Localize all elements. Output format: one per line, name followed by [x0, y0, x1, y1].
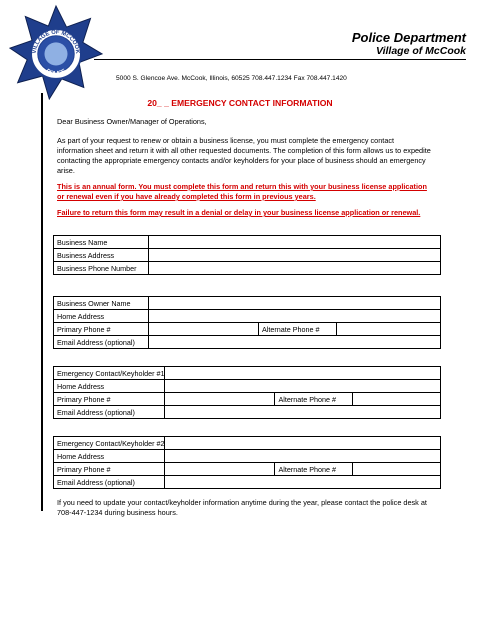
business-phone-label: Business Phone Number [54, 262, 149, 275]
contact1-table [53, 366, 441, 419]
table-row [54, 367, 441, 380]
owner-table [53, 296, 441, 349]
badge-bottom-text: POLICE [44, 68, 68, 78]
contact1-email-field[interactable] [165, 406, 441, 419]
business-table [53, 235, 441, 275]
greeting: Dear Business Owner/Manager of Operations, [57, 117, 207, 126]
owner-primary-field[interactable] [149, 323, 259, 336]
table-row [54, 297, 441, 310]
owner-primary-label: Primary Phone # [54, 323, 149, 336]
contact2-email-label: Email Address (optional) [54, 476, 165, 489]
badge-top-text: VILLAGE OF MCCOOK [31, 29, 81, 54]
business-name-field[interactable] [149, 236, 441, 249]
margin-rule [41, 93, 43, 511]
contact2-name-label: Emergency Contact/Keyholder #2 [54, 437, 165, 450]
table-row [54, 380, 441, 393]
contact1-alternate-field[interactable] [353, 393, 441, 406]
table-row [54, 450, 441, 463]
footer-paragraph: If you need to update your contact/keyholder information anytime during the year, please contact the police desk at 708-447-1234 during business hours. [57, 498, 427, 517]
table-row [54, 310, 441, 323]
police-badge-logo [8, 4, 104, 100]
village-name: Village of McCook [375, 45, 466, 57]
business-address-label: Business Address [54, 249, 149, 262]
contact2-email-field[interactable] [165, 476, 441, 489]
contact2-name-field[interactable] [165, 437, 441, 450]
owner-home-label: Home Address [54, 310, 149, 323]
table-row [54, 323, 441, 336]
contact2-alternate-label: Alternate Phone # [275, 463, 353, 476]
owner-alternate-label: Alternate Phone # [259, 323, 337, 336]
annual-notice: This is an annual form. You must complete this form and return this with your business license application or renewal even if you have already completed this form in previous years. [57, 182, 427, 201]
table-row [54, 406, 441, 419]
owner-name-label: Business Owner Name [54, 297, 149, 310]
table-row [54, 393, 441, 406]
contact2-primary-label: Primary Phone # [54, 463, 165, 476]
contact1-name-label: Emergency Contact/Keyholder #1 [54, 367, 165, 380]
failure-notice: Failure to return this form may result in a denial or delay in your business license application or renewal. [57, 208, 421, 217]
table-row [54, 476, 441, 489]
owner-alternate-field[interactable] [337, 323, 441, 336]
contact2-table [53, 436, 441, 489]
table-row [54, 437, 441, 450]
form-title: 20_ _ EMERGENCY CONTACT INFORMATION [147, 98, 333, 108]
contact1-home-label: Home Address [54, 380, 165, 393]
address-line: 5000 S. Glencoe Ave. McCook, Illinois, 60525 708.447.1234 Fax 708.447.1420 [116, 75, 347, 82]
contact2-home-field[interactable] [165, 450, 441, 463]
contact1-primary-label: Primary Phone # [54, 393, 165, 406]
business-name-label: Business Name [54, 236, 149, 249]
business-phone-field[interactable] [149, 262, 441, 275]
header-rule [94, 59, 466, 60]
contact1-email-label: Email Address (optional) [54, 406, 165, 419]
contact2-primary-field[interactable] [165, 463, 275, 476]
contact1-home-field[interactable] [165, 380, 441, 393]
contact2-alternate-field[interactable] [353, 463, 441, 476]
contact1-primary-field[interactable] [165, 393, 275, 406]
owner-name-field[interactable] [149, 297, 441, 310]
contact2-home-label: Home Address [54, 450, 165, 463]
table-row [54, 236, 441, 249]
table-row [54, 336, 441, 349]
table-row [54, 463, 441, 476]
owner-home-field[interactable] [149, 310, 441, 323]
intro-paragraph: As part of your request to renew or obtain a business license, you must complete the emergency contact information sheet and return it with all other requested documents. The completion of this form allows us to expedite contacting the appropriate emergency contacts and/or keyholders for your place of business should an emergency arise. [57, 136, 431, 175]
contact1-name-field[interactable] [165, 367, 441, 380]
owner-email-field[interactable] [149, 336, 441, 349]
contact1-alternate-label: Alternate Phone # [275, 393, 353, 406]
table-row [54, 249, 441, 262]
table-row [54, 262, 441, 275]
department-title: Police Department [351, 30, 466, 45]
owner-email-label: Email Address (optional) [54, 336, 149, 349]
business-address-field[interactable] [149, 249, 441, 262]
